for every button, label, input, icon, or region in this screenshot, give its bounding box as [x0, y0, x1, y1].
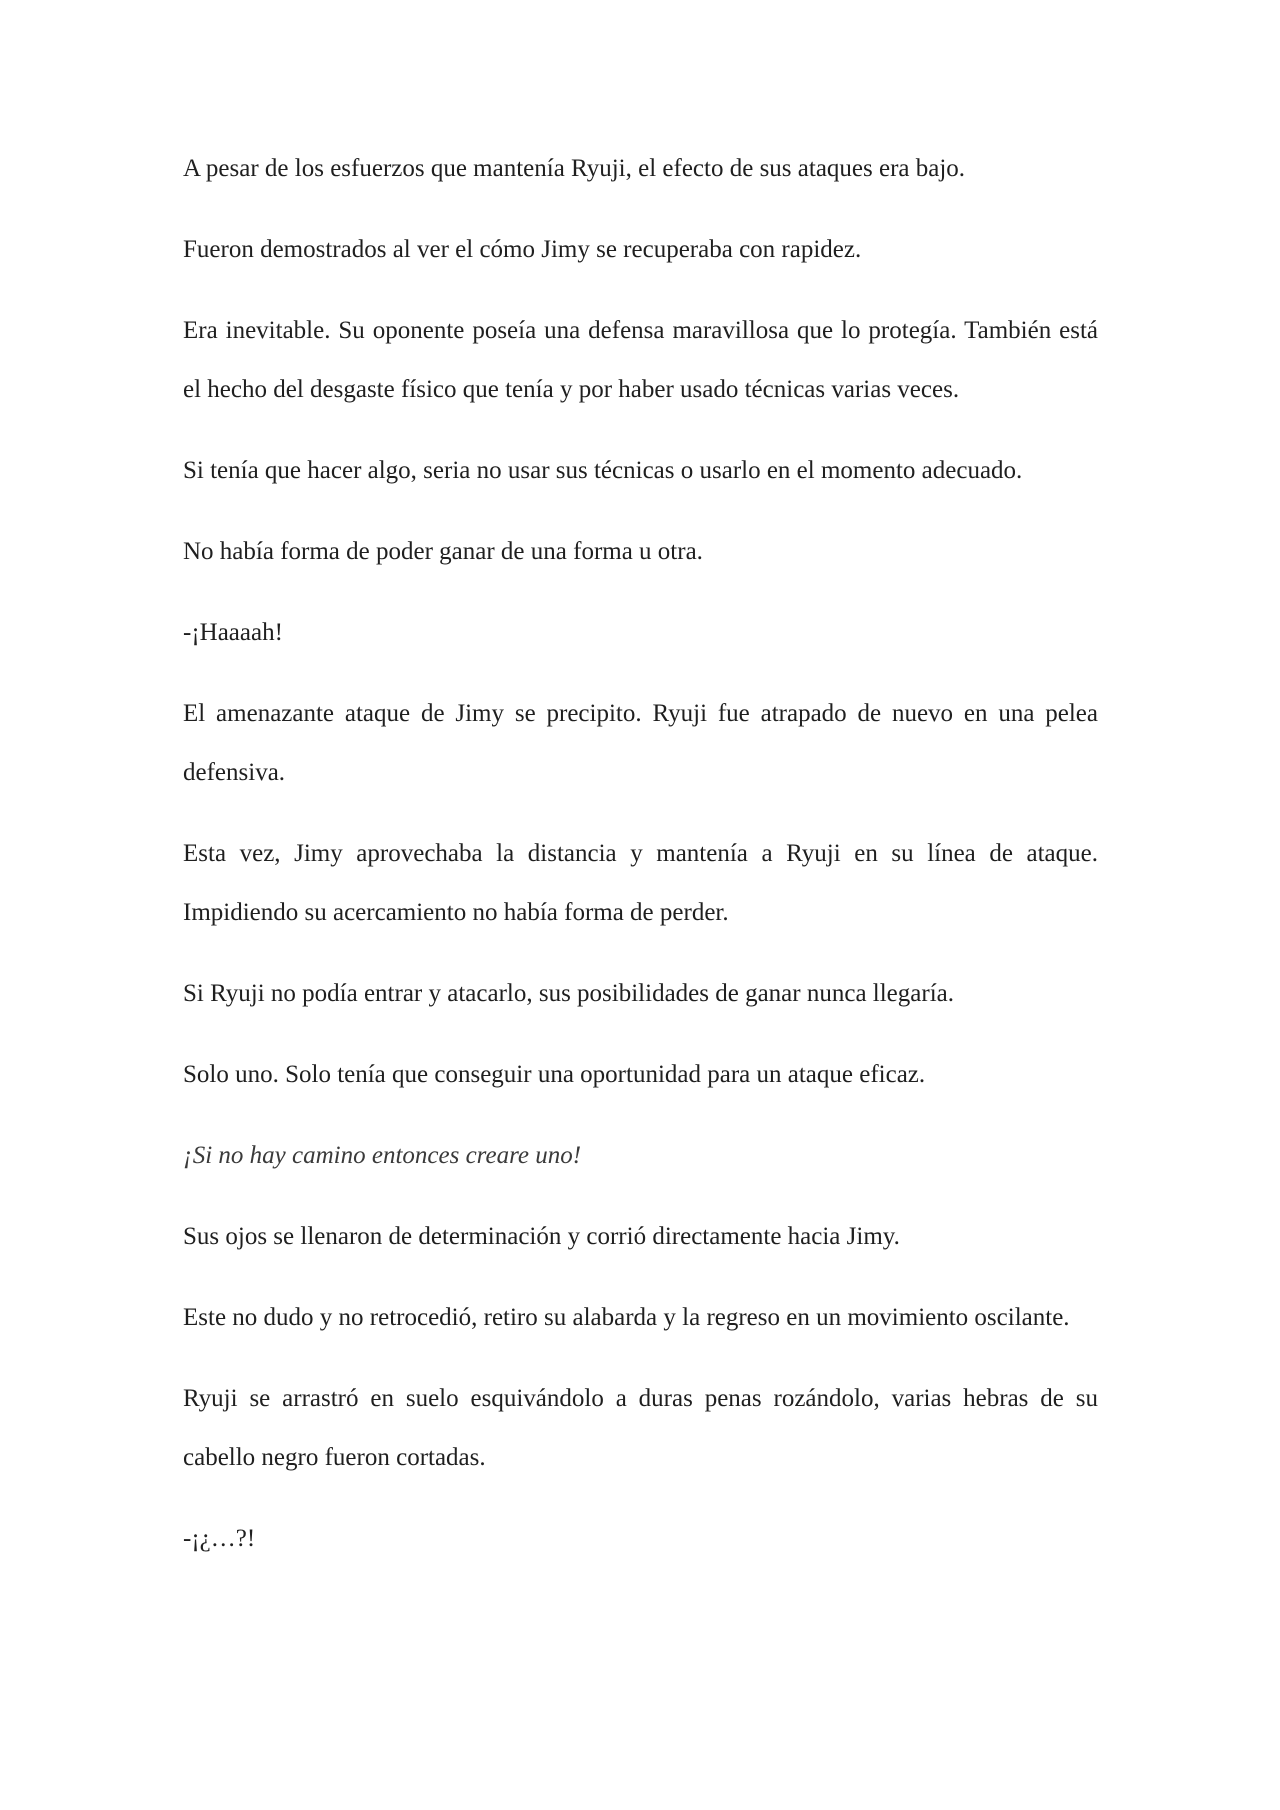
- paragraph: Fueron demostrados al ver el cómo Jimy se recuperaba con rapidez.: [183, 236, 862, 263]
- paragraph: Sus ojos se llenaron de determinación y corrió directamente hacia Jimy.: [183, 1223, 900, 1250]
- paragraph: A pesar de los esfuerzos que mantenía Ryuji, el efecto de sus ataques era bajo.: [183, 155, 966, 182]
- dialogue-line: -¡¿…?!: [183, 1525, 256, 1552]
- document-body: [183, 139, 1098, 1590]
- paragraph: Ryuji se arrastró en suelo esquivándolo a duras penas rozándolo, varias hebras de su cabello negro fueron cortadas.: [183, 1385, 1098, 1471]
- paragraph: Este no dudo y no retrocedió, retiro su alabarda y la regreso en un movimiento oscilante.: [183, 1304, 1070, 1331]
- paragraph: Solo uno. Solo tenía que conseguir una oportunidad para un ataque eficaz.: [183, 1061, 926, 1088]
- dialogue-line: -¡Haaaah!: [183, 619, 283, 646]
- paragraph: Esta vez, Jimy aprovechaba la distancia y mantenía a Ryuji en su línea de ataque. Impidiendo su acercamiento no había forma de perder.: [183, 840, 1098, 926]
- thought-line: ¡Si no hay camino entonces creare uno!: [183, 1142, 582, 1169]
- paragraph: No había forma de poder ganar de una forma u otra.: [183, 538, 703, 565]
- paragraph: El amenazante ataque de Jimy se precipito. Ryuji fue atrapado de nuevo en una pelea defensiva.: [183, 700, 1098, 786]
- paragraph: Si Ryuji no podía entrar y atacarlo, sus posibilidades de ganar nunca llegaría.: [183, 980, 954, 1007]
- paragraph: Si tenía que hacer algo, seria no usar sus técnicas o usarlo en el momento adecuado.: [183, 457, 1023, 484]
- paragraph: Era inevitable. Su oponente poseía una defensa maravillosa que lo protegía. También está el hecho del desgaste físico que tenía y por haber usado técnicas varias veces.: [183, 317, 1098, 403]
